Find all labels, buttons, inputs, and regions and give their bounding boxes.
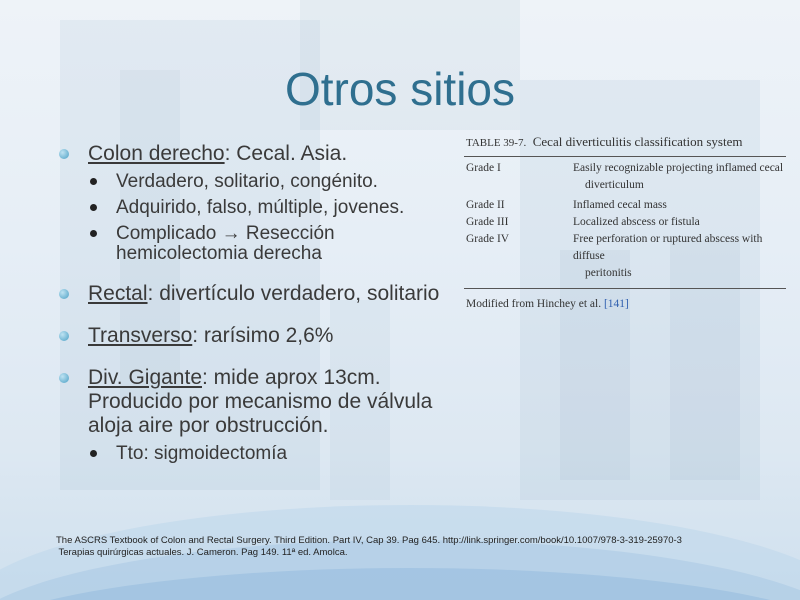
- sub-bullet-text: hemicolectomia derecha: [116, 243, 322, 264]
- sub-bullet-text: Complicado → Resección: [116, 223, 335, 244]
- bullet-continuation: Producido por mecanismo de válvula: [88, 390, 433, 413]
- table-row: [464, 160, 786, 194]
- table-row: [464, 197, 786, 214]
- bullet-text: : mide aprox 13cm.: [202, 366, 381, 389]
- table-rule: [464, 288, 786, 289]
- grade-cell: Grade II: [466, 199, 505, 211]
- description-continuation: diverticulum: [585, 179, 644, 191]
- table-footnote: [464, 298, 786, 310]
- bullet-text: : Cecal. Asia.: [224, 142, 348, 165]
- description-continuation: peritonitis: [585, 267, 632, 279]
- bullet-list: [58, 142, 518, 464]
- table-rule: [464, 156, 786, 157]
- sub-bullet: Adquirido, falso, múltiple, jovenes.: [58, 198, 518, 218]
- slide-title: Otros sitios: [284, 63, 516, 115]
- bullet-colon-derecho: [58, 142, 518, 166]
- references: [56, 535, 776, 559]
- table-row: [464, 214, 786, 231]
- sub-bullet: Verdadero, solitario, congénito.: [58, 172, 518, 192]
- bullet-label: Rectal: [88, 282, 148, 305]
- bullet-text: : rarísimo 2,6%: [192, 324, 334, 347]
- bullet-label: Transverso: [88, 324, 193, 347]
- table-title-text: Cecal diverticulitis classification system: [526, 134, 743, 149]
- description-cell: [573, 231, 786, 282]
- grade-cell: Grade III: [466, 216, 509, 228]
- bullet-transverso: [58, 324, 518, 348]
- bullet-div-gigante: [58, 366, 518, 438]
- classification-table: [464, 134, 786, 310]
- grade-cell: Grade I: [466, 162, 501, 174]
- table-number: TABLE 39-7.: [466, 137, 527, 149]
- description-cell: Localized abscess or fistula: [573, 216, 700, 228]
- bullet-rectal: [58, 282, 518, 306]
- description-text: Free perforation or ruptured abscess with diffuse: [573, 233, 763, 262]
- description-cell: Inflamed cecal mass: [573, 199, 667, 211]
- bullet-label: Colon derecho: [88, 142, 225, 165]
- bullet-continuation: aloja aire por obstrucción.: [88, 414, 329, 437]
- table-title: [464, 134, 786, 150]
- footnote-text: Modified from Hinchey et al.: [466, 298, 604, 310]
- sub-bullet: [58, 224, 518, 264]
- citation-link[interactable]: [141]: [603, 298, 629, 310]
- grade-cell: Grade IV: [466, 233, 510, 245]
- description-text: Easily recognizable projecting inflamed cecal: [573, 162, 784, 174]
- reference-line: Terapias quirúrgicas actuales. J. Cameron. Pag 149. 11ª ed. Amolca.: [56, 547, 348, 558]
- table-row: [464, 231, 786, 282]
- bullet-text: : divertículo verdadero, solitario: [147, 282, 440, 305]
- bullet-label: Div. Gigante: [88, 366, 202, 389]
- reference-line: The ASCRS Textbook of Colon and Rectal Surgery. Third Edition. Part IV, Cap 39. Pag 645. http://link.springer.com/book/10.1007/978-3-319-25970-3: [56, 535, 682, 546]
- sub-bullet: Tto: sigmoidectomía: [58, 444, 518, 464]
- description-cell: [573, 160, 786, 194]
